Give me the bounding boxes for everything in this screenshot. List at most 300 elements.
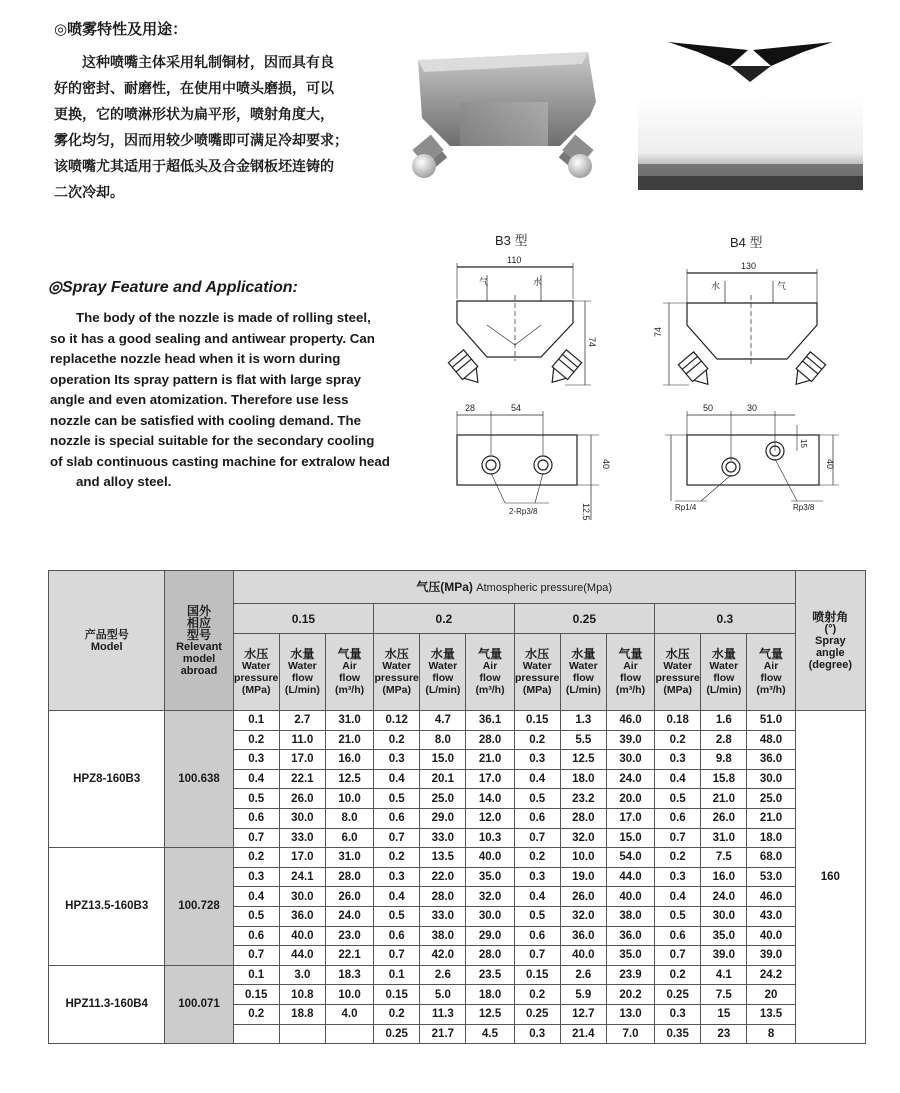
data-cell: 10.3 xyxy=(466,828,514,848)
b3-bottom-dim-a: 28 xyxy=(465,403,476,413)
header-water-flow-en: Water xyxy=(428,660,458,672)
data-cell: 0.4 xyxy=(374,887,420,907)
data-cell: 24.0 xyxy=(701,887,747,907)
table-row xyxy=(49,711,866,731)
data-cell: 28.0 xyxy=(466,946,514,966)
data-cell: 20.2 xyxy=(606,985,654,1005)
en-line: of slab continuous casting machine for extralow head xyxy=(50,453,390,469)
data-cell: 6.0 xyxy=(325,828,373,848)
header-water-pressure-en: (MPa) xyxy=(241,684,271,696)
header-water-flow-en: (L/min) xyxy=(284,684,320,696)
data-cell: 36.0 xyxy=(606,926,654,946)
b4-width-dim: 130 xyxy=(741,261,757,271)
header-pressure-value: 0.2 xyxy=(374,604,514,634)
en-paragraph xyxy=(50,308,390,493)
data-cell: 0.3 xyxy=(233,867,279,887)
header-air-flow-cn: 气量 xyxy=(759,647,784,661)
data-cell: 0.2 xyxy=(655,730,701,750)
data-cell: 23.5 xyxy=(466,965,514,985)
data-cell: 33.0 xyxy=(279,828,325,848)
data-cell: 0.2 xyxy=(374,1004,420,1024)
header-air-pressure-cn: 气压(MPa) xyxy=(416,579,473,594)
data-cell: 0.2 xyxy=(374,848,420,868)
cn-line: 这种喷嘴主体采用轧制铜材，因而具有良 xyxy=(82,55,334,71)
data-cell: 3.0 xyxy=(279,965,325,985)
data-cell: 0.6 xyxy=(514,926,560,946)
data-cell: 0.4 xyxy=(655,887,701,907)
b4-gas-label: 气 xyxy=(777,281,787,291)
data-cell: 1.3 xyxy=(560,711,606,731)
data-cell: 30.0 xyxy=(701,906,747,926)
spec-table xyxy=(48,570,866,1044)
data-cell: 0.5 xyxy=(514,789,560,809)
data-cell: 0.3 xyxy=(655,1004,701,1024)
data-cell: 31.0 xyxy=(325,711,373,731)
data-cell: 18.0 xyxy=(560,769,606,789)
data-cell: 39.0 xyxy=(701,946,747,966)
data-cell: 0.3 xyxy=(514,750,560,770)
header-air-flow-en: Air xyxy=(623,660,638,672)
data-cell: 0.2 xyxy=(655,848,701,868)
data-cell: 2.6 xyxy=(560,965,606,985)
header-water-flow-en: Water xyxy=(287,660,317,672)
header-air-pressure-en: Atmospheric pressure(Mpa) xyxy=(476,581,612,594)
b4-bottom-dim-a: 50 xyxy=(703,403,714,413)
header-water-flow-cn: 水量 xyxy=(711,647,736,661)
header-model-cn: 产品型号 xyxy=(84,628,129,641)
data-cell: 42.0 xyxy=(420,946,466,966)
header-water-flow-en: (L/min) xyxy=(706,684,742,696)
en-line: nozzle is special suitable for the secondary cooling xyxy=(50,433,375,448)
b3-gas-label: 气 xyxy=(479,277,489,287)
data-cell: 2.6 xyxy=(420,965,466,985)
header-water-pressure xyxy=(655,634,701,711)
data-cell: 39.0 xyxy=(606,730,654,750)
b4-height-dim: 74 xyxy=(653,326,663,337)
header-water-pressure-cn: 水压 xyxy=(384,647,409,661)
header-water-flow-cn: 水量 xyxy=(290,647,315,661)
header-angle-en: angle xyxy=(815,646,845,659)
data-cell: 26.0 xyxy=(701,808,747,828)
header-water-flow xyxy=(279,634,325,711)
data-cell: 17.0 xyxy=(279,750,325,770)
header-water-pressure-en: Water xyxy=(663,660,693,672)
header-angle-en: Spray xyxy=(815,634,846,647)
data-cell: 0.1 xyxy=(233,711,279,731)
data-cell: 0.4 xyxy=(514,887,560,907)
header-abroad-cn: 型号 xyxy=(187,627,212,642)
header-water-flow-en: flow xyxy=(572,672,594,684)
header-water-pressure-en: pressure xyxy=(655,672,700,684)
data-cell: 5.0 xyxy=(420,985,466,1005)
data-cell: 0.6 xyxy=(233,808,279,828)
data-cell: 0.4 xyxy=(233,887,279,907)
header-air-flow xyxy=(325,634,373,711)
data-cell: 8.0 xyxy=(325,808,373,828)
data-cell: 23.2 xyxy=(560,789,606,809)
data-cell: 22.1 xyxy=(325,946,373,966)
data-cell: 0.35 xyxy=(655,1024,701,1044)
header-water-flow-en: Water xyxy=(709,660,739,672)
data-cell: 25.0 xyxy=(420,789,466,809)
data-cell: 4.0 xyxy=(325,1004,373,1024)
data-cell: 46.0 xyxy=(747,887,795,907)
data-cell: 15.0 xyxy=(420,750,466,770)
data-cell: 0.7 xyxy=(655,946,701,966)
data-cell: 4.1 xyxy=(701,965,747,985)
header-water-flow-cn: 水量 xyxy=(571,647,596,661)
data-cell: 32.0 xyxy=(466,887,514,907)
data-cell: 44.0 xyxy=(279,946,325,966)
header-air-flow-en: (m³/h) xyxy=(756,684,786,696)
data-cell: 0.7 xyxy=(374,946,420,966)
spray-angle-cell: 160 xyxy=(795,711,865,1044)
data-cell xyxy=(279,1024,325,1044)
data-cell: 26.0 xyxy=(279,789,325,809)
data-cell: 16.0 xyxy=(325,750,373,770)
data-cell: 0.3 xyxy=(514,1024,560,1044)
header-water-pressure xyxy=(374,634,420,711)
cn-line: 二次冷却。 xyxy=(54,185,124,201)
data-cell: 13.0 xyxy=(606,1004,654,1024)
data-cell: 5.9 xyxy=(560,985,606,1005)
header-spray-angle xyxy=(795,571,865,711)
data-cell: 0.3 xyxy=(233,750,279,770)
data-cell: 0.3 xyxy=(514,867,560,887)
data-cell: 0.5 xyxy=(655,789,701,809)
data-cell: 26.0 xyxy=(325,887,373,907)
data-cell: 0.6 xyxy=(374,926,420,946)
header-water-pressure-en: (MPa) xyxy=(522,684,552,696)
data-cell xyxy=(325,1024,373,1044)
data-cell: 13.5 xyxy=(420,848,466,868)
header-abroad-cn: 国外 xyxy=(187,603,212,618)
data-cell: 30.0 xyxy=(606,750,654,770)
en-line: replacethe nozzle head when it is worn during xyxy=(50,351,341,366)
data-cell: 7.5 xyxy=(701,985,747,1005)
data-cell: 0.4 xyxy=(233,769,279,789)
data-cell: 46.0 xyxy=(606,711,654,731)
data-cell: 0.5 xyxy=(233,789,279,809)
header-water-flow-cn: 水量 xyxy=(430,647,455,661)
data-cell: 30.0 xyxy=(466,906,514,926)
data-cell: 40.0 xyxy=(279,926,325,946)
table-row xyxy=(49,965,866,985)
header-abroad-en: Relevant xyxy=(176,640,222,653)
technical-drawings xyxy=(425,225,855,530)
data-cell: 24.1 xyxy=(279,867,325,887)
header-air-flow-cn: 气量 xyxy=(337,647,362,661)
cn-line: 更换，它的喷淋形状为扁平形，喷射角度大， xyxy=(54,107,334,123)
header-water-pressure xyxy=(514,634,560,711)
header-air-flow-cn: 气量 xyxy=(478,647,503,661)
nozzle-product-photo xyxy=(410,42,600,180)
header-air-flow xyxy=(466,634,514,711)
b3-width-dim: 110 xyxy=(507,255,522,265)
data-cell: 40.0 xyxy=(747,926,795,946)
data-cell: 31.0 xyxy=(701,828,747,848)
header-water-flow-en: flow xyxy=(432,672,454,684)
b4-port-left: Rp1/4 xyxy=(675,503,697,512)
data-cell: 0.15 xyxy=(514,711,560,731)
header-air-flow xyxy=(747,634,795,711)
data-cell: 4.7 xyxy=(420,711,466,731)
data-cell: 0.25 xyxy=(514,1004,560,1024)
data-cell: 23.0 xyxy=(325,926,373,946)
header-angle-cn: (°) xyxy=(824,622,837,635)
header-water-pressure-en: (MPa) xyxy=(382,684,411,696)
cn-line: 好的密封、耐磨性，在使用中喷头磨损，可以 xyxy=(54,81,334,97)
data-cell: 40.0 xyxy=(560,946,606,966)
header-abroad xyxy=(165,571,233,711)
data-cell: 14.0 xyxy=(466,789,514,809)
data-cell: 21.7 xyxy=(420,1024,466,1044)
header-abroad-cn: 相应 xyxy=(187,615,212,630)
b4-bottom-dim-b: 30 xyxy=(747,403,758,413)
data-cell: 8 xyxy=(747,1024,795,1044)
data-cell: 10.0 xyxy=(325,985,373,1005)
header-water-pressure xyxy=(233,634,279,711)
abroad-model-cell: 100.728 xyxy=(165,848,233,966)
model-cell: HPZ13.5-160B3 xyxy=(49,848,165,966)
data-cell: 31.0 xyxy=(325,848,373,868)
data-cell: 0.15 xyxy=(514,965,560,985)
b3-bottom-dim-b: 54 xyxy=(511,403,522,413)
data-cell: 0.15 xyxy=(374,985,420,1005)
data-cell: 28.0 xyxy=(420,887,466,907)
data-cell: 8.0 xyxy=(420,730,466,750)
data-cell: 39.0 xyxy=(747,946,795,966)
table-row xyxy=(49,848,866,868)
header-water-pressure-en: Water xyxy=(382,660,412,672)
header-abroad-en: abroad xyxy=(180,664,218,677)
header-water-pressure-en: pressure xyxy=(515,672,560,684)
data-cell: 20.1 xyxy=(420,769,466,789)
data-cell: 0.6 xyxy=(514,808,560,828)
data-cell: 11.3 xyxy=(420,1004,466,1024)
data-cell: 12.5 xyxy=(466,1004,514,1024)
data-cell: 0.6 xyxy=(655,926,701,946)
data-cell: 0.2 xyxy=(514,730,560,750)
data-cell: 0.7 xyxy=(514,946,560,966)
data-cell: 0.7 xyxy=(233,828,279,848)
header-air-flow-en: flow xyxy=(339,672,361,684)
data-cell: 1.6 xyxy=(701,711,747,731)
data-cell: 15.0 xyxy=(606,828,654,848)
data-cell: 36.0 xyxy=(560,926,606,946)
b4-bottom-offset: 15 xyxy=(799,439,808,448)
data-cell: 0.4 xyxy=(374,769,420,789)
header-water-flow-en: flow xyxy=(713,672,735,684)
en-line: nozzle can be satisfied with cooling demand. The xyxy=(50,412,362,428)
data-cell: 17.0 xyxy=(466,769,514,789)
data-cell: 0.6 xyxy=(233,926,279,946)
data-cell: 0.25 xyxy=(655,985,701,1005)
data-cell: 28.0 xyxy=(560,808,606,828)
header-water-pressure-cn: 水压 xyxy=(665,647,690,661)
data-cell: 35.0 xyxy=(701,926,747,946)
header-pressure-value: 0.25 xyxy=(514,604,654,634)
data-cell: 12.7 xyxy=(560,1004,606,1024)
data-cell: 51.0 xyxy=(747,711,795,731)
b3-port-label: 2-Rp3/8 xyxy=(509,507,538,516)
en-line: so it has a good sealing and antiwear property. Can xyxy=(50,330,375,346)
data-cell: 10.0 xyxy=(325,789,373,809)
data-cell: 29.0 xyxy=(466,926,514,946)
data-cell: 0.2 xyxy=(514,848,560,868)
data-cell: 5.5 xyxy=(560,730,606,750)
data-cell: 24.2 xyxy=(747,965,795,985)
spray-pattern-photo xyxy=(638,36,863,190)
cn-line: 雾化均匀，因而用较少喷嘴即可满足冷却要求； xyxy=(54,133,348,149)
cn-heading: ◎喷雾特性及用途： xyxy=(54,20,188,38)
en-line: operation Its spray pattern is flat with large spray xyxy=(50,371,362,387)
data-cell: 12.0 xyxy=(466,808,514,828)
data-cell: 0.3 xyxy=(374,750,420,770)
header-air-flow-en: Air xyxy=(482,660,498,672)
data-cell: 0.7 xyxy=(655,828,701,848)
header-model-en: Model xyxy=(90,640,123,653)
data-cell: 32.0 xyxy=(560,828,606,848)
data-cell: 40.0 xyxy=(466,848,514,868)
data-cell: 9.8 xyxy=(701,750,747,770)
header-water-pressure-cn: 水压 xyxy=(244,647,269,661)
model-cell: HPZ8-160B3 xyxy=(49,711,165,848)
data-cell: 2.7 xyxy=(279,711,325,731)
header-air-flow-en: flow xyxy=(620,672,641,684)
data-cell: 35.0 xyxy=(606,946,654,966)
header-air-pressure xyxy=(233,571,795,604)
data-cell: 18.8 xyxy=(279,1004,325,1024)
data-cell: 4.5 xyxy=(466,1024,514,1044)
data-cell: 54.0 xyxy=(606,848,654,868)
data-cell: 15.8 xyxy=(701,769,747,789)
header-water-flow-en: flow xyxy=(291,672,313,684)
header-air-flow-en: (m³/h) xyxy=(334,684,365,696)
header-water-flow-en: (L/min) xyxy=(425,684,461,696)
header-air-flow-en: (m³/h) xyxy=(615,684,646,696)
data-cell: 0.4 xyxy=(514,769,560,789)
data-cell: 32.0 xyxy=(560,906,606,926)
data-cell: 0.3 xyxy=(374,867,420,887)
data-cell: 13.5 xyxy=(747,1004,795,1024)
data-cell: 0.5 xyxy=(655,906,701,926)
data-cell: 36.1 xyxy=(466,711,514,731)
abroad-model-cell: 100.638 xyxy=(165,711,233,848)
data-cell: 35.0 xyxy=(466,867,514,887)
data-cell: 0.3 xyxy=(655,867,701,887)
data-cell: 15 xyxy=(701,1004,747,1024)
data-cell: 7.0 xyxy=(606,1024,654,1044)
data-cell: 0.7 xyxy=(514,828,560,848)
data-cell: 0.2 xyxy=(233,1004,279,1024)
header-air-flow-cn: 气量 xyxy=(618,647,643,661)
cn-line: 该喷嘴尤其适用于超低头及合金钢板坯连铸的 xyxy=(54,159,334,175)
data-cell: 17.0 xyxy=(606,808,654,828)
data-cell: 12.5 xyxy=(325,769,373,789)
data-cell: 21.0 xyxy=(747,808,795,828)
b3-height-dim: 74 xyxy=(587,337,597,348)
data-cell xyxy=(233,1024,279,1044)
data-cell: 38.0 xyxy=(606,906,654,926)
data-cell: 25.0 xyxy=(747,789,795,809)
data-cell: 0.2 xyxy=(233,730,279,750)
data-cell: 40.0 xyxy=(606,887,654,907)
data-cell: 29.0 xyxy=(420,808,466,828)
header-water-flow-en: (L/min) xyxy=(565,684,601,696)
data-cell: 24.0 xyxy=(325,906,373,926)
header-water-pressure-en: pressure xyxy=(374,672,419,684)
header-air-flow-en: flow xyxy=(760,672,782,684)
data-cell: 0.5 xyxy=(233,906,279,926)
data-cell: 0.4 xyxy=(655,769,701,789)
b4-bottom-height: 40 xyxy=(825,459,835,470)
data-cell: 20.0 xyxy=(606,789,654,809)
data-cell: 28.0 xyxy=(325,867,373,887)
data-cell: 0.5 xyxy=(374,789,420,809)
data-cell: 30.0 xyxy=(279,887,325,907)
data-cell: 23.9 xyxy=(606,965,654,985)
header-air-flow-en: flow xyxy=(479,672,501,684)
data-cell: 0.7 xyxy=(233,946,279,966)
data-cell: 0.25 xyxy=(374,1024,420,1044)
header-water-flow xyxy=(701,634,747,711)
data-cell: 21.0 xyxy=(466,750,514,770)
data-cell: 12.5 xyxy=(560,750,606,770)
data-cell: 28.0 xyxy=(466,730,514,750)
header-water-pressure-en: Water xyxy=(241,660,271,672)
data-cell: 10.8 xyxy=(279,985,325,1005)
data-cell: 22.0 xyxy=(420,867,466,887)
cn-paragraph xyxy=(54,50,374,206)
data-cell: 0.2 xyxy=(655,965,701,985)
data-cell: 0.1 xyxy=(233,965,279,985)
b3-bottom-offset: 12.5 xyxy=(581,503,591,521)
data-cell: 0.6 xyxy=(374,808,420,828)
header-pressure-value: 0.15 xyxy=(233,604,373,634)
data-cell: 10.0 xyxy=(560,848,606,868)
data-cell: 36.0 xyxy=(279,906,325,926)
data-cell: 68.0 xyxy=(747,848,795,868)
data-cell: 0.2 xyxy=(514,985,560,1005)
data-cell: 7.5 xyxy=(701,848,747,868)
data-cell: 53.0 xyxy=(747,867,795,887)
data-cell: 0.5 xyxy=(374,906,420,926)
data-cell: 0.2 xyxy=(233,848,279,868)
data-cell: 16.0 xyxy=(701,867,747,887)
header-pressure-value: 0.3 xyxy=(655,604,796,634)
header-model xyxy=(49,571,165,711)
data-cell: 24.0 xyxy=(606,769,654,789)
data-cell: 30.0 xyxy=(279,808,325,828)
data-cell: 22.1 xyxy=(279,769,325,789)
en-line: angle and even atomization. Therefore use less xyxy=(50,392,349,407)
data-cell: 36.0 xyxy=(747,750,795,770)
header-water-flow-en: Water xyxy=(568,660,598,672)
data-cell: 18.3 xyxy=(325,965,373,985)
data-cell: 23 xyxy=(701,1024,747,1044)
header-air-flow xyxy=(606,634,654,711)
data-cell: 21.4 xyxy=(560,1024,606,1044)
b3-bottom-height: 40 xyxy=(601,459,611,470)
data-cell: 0.1 xyxy=(374,965,420,985)
header-water-pressure-cn: 水压 xyxy=(525,647,550,661)
header-angle-cn: 喷射角 xyxy=(812,609,849,624)
header-air-flow-en: Air xyxy=(342,660,357,672)
data-cell: 0.7 xyxy=(374,828,420,848)
data-cell: 44.0 xyxy=(606,867,654,887)
b4-port-right: Rp3/8 xyxy=(793,503,815,512)
